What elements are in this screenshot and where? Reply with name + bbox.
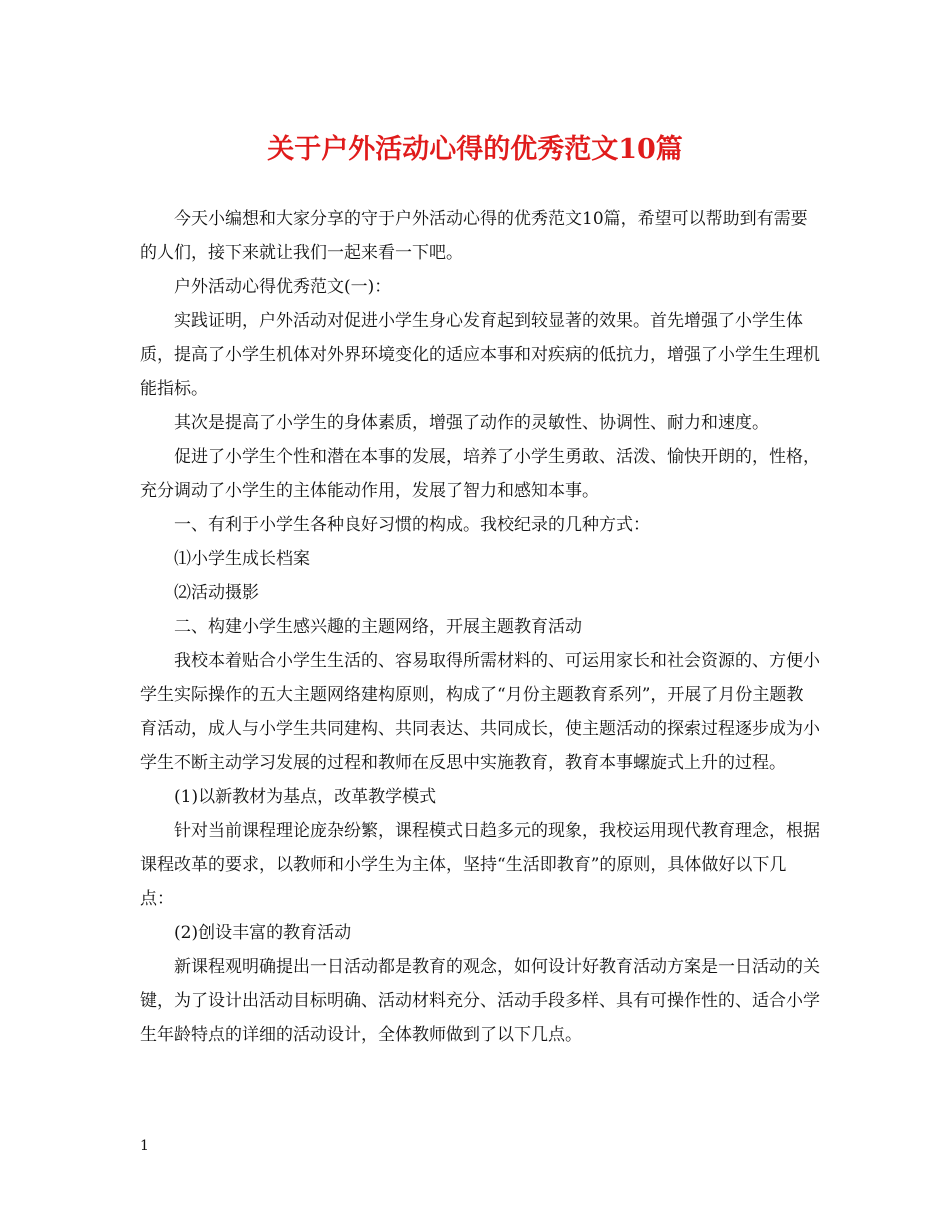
paragraph: 针对当前课程理论庞杂纷繁，课程模式日趋多元的现象，我校运用现代教育理念，根据课程改革的要求，以教师和小学生为主体，坚持“生活即教育”的原则，具体做好以下几点： <box>140 821 820 909</box>
paragraph: 新课程观明确提出一日活动都是教育的观念，如何设计好教育活动方案是一日活动的关键，为了设计出活动目标明确、活动材料充分、活动手段多样、具有可操作性的、适合小学生年龄特点的详细的活动设计，全体教师做到了以下几点。 <box>140 957 820 1045</box>
paragraph-heading: 二、构建小学生感兴趣的主题网络，开展主题教育活动 <box>174 617 582 637</box>
list-item: ⑴小学生成长档案 <box>174 549 310 569</box>
paragraph-section-heading: 户外活动心得优秀范文(一)： <box>174 277 392 297</box>
paragraph: 实践证明，户外活动对促进小学生身心发育起到较显著的效果。首先增强了小学生体质，提高了小学生机体对外界环境变化的适应本事和对疾病的低抗力，增强了小学生生理机能指标。 <box>140 311 820 399</box>
paragraph: 促进了小学生个性和潜在本事的发展，培养了小学生勇敢、活泼、愉快开朗的，性格，充分调动了小学生的主体能动作用，发展了智力和感知本事。 <box>140 447 820 501</box>
paragraph-subheading: (1)以新教材为基点，改革教学模式 <box>174 787 437 807</box>
paragraph-heading: 一、有利于小学生各种良好习惯的构成。我校纪录的几种方式： <box>174 515 650 535</box>
paragraph-intro: 今天小编想和大家分享的守于户外活动心得的优秀范文10篇，希望可以帮助到有需要的人们，接下来就让我们一起来看一下吧。 <box>140 209 808 263</box>
paragraph: 我校本着贴合小学生生活的、容易取得所需材料的、可运用家长和社会资源的、方便小学生实际操作的五大主题网络建构原则，构成了“月份主题教育系列”，开展了月份主题教育活动，成人与小学生共同建构、共同表达、共同成长，使主题活动的探索过程逐步成为小学生不断主动学习发展的过程和教师在反思中实施教育，教育本事螺旋式上升的过程。 <box>140 651 820 773</box>
list-item: ⑵活动摄影 <box>174 583 259 603</box>
paragraph-subheading: (2)创设丰富的教育活动 <box>174 923 352 943</box>
document-body <box>140 202 820 1052</box>
paragraph: 其次是提高了小学生的身体素质，增强了动作的灵敏性、协调性、耐力和速度。 <box>174 413 769 433</box>
document-title: 关于户外活动心得的优秀范文10篇 <box>267 134 683 165</box>
page-number: 1 <box>140 1138 149 1154</box>
